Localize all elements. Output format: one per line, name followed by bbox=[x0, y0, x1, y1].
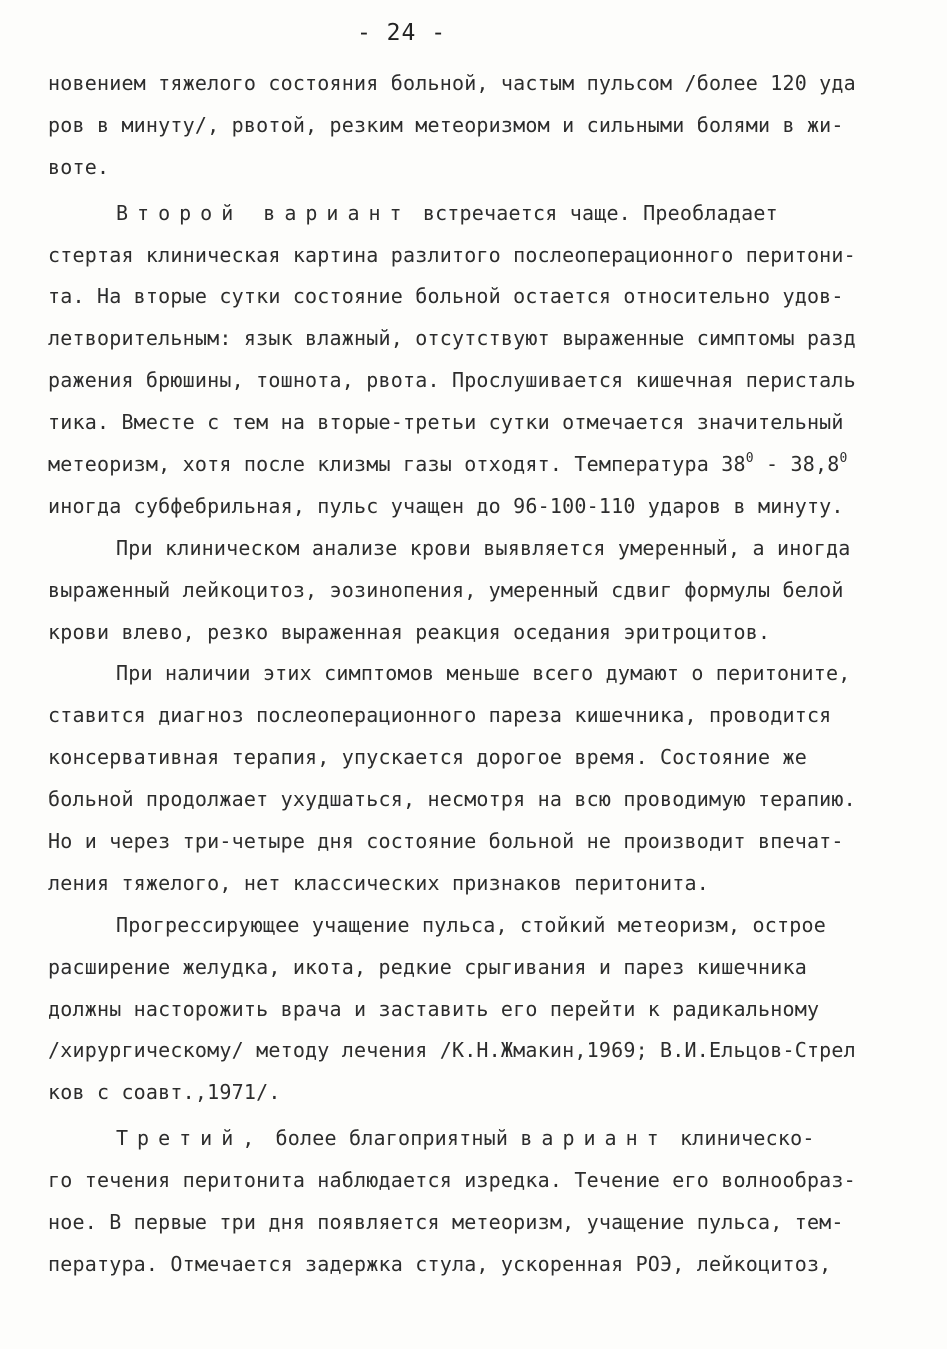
text-line: ставится диагноз послеоперационного пареза кишечника, проводится bbox=[48, 703, 832, 728]
text-line: /хирургическому/ методу лечения /К.Н.Жмакин,1969; В.И.Ельцов-Стрел bbox=[48, 1038, 856, 1063]
text-line: больной продолжает ухудшаться, несмотря на всю проводимую терапию. bbox=[48, 787, 856, 812]
paragraph-start-line bbox=[48, 1121, 908, 1163]
text-line: го течения перитонита наблюдается изредка. Течение его волнообраз- bbox=[48, 1168, 856, 1193]
text-line: воте. bbox=[48, 154, 110, 179]
emphasized-term: Второй вариант bbox=[116, 200, 411, 225]
text-line: стертая клиническая картина разлитого послеоперационного перитони- bbox=[48, 242, 856, 267]
degree-superscript: 0 bbox=[745, 451, 754, 467]
paragraph-start-line bbox=[48, 196, 908, 238]
text-line: крови влево, резко выраженная реакция оседания эритроцитов. bbox=[48, 619, 771, 644]
text-line: расширение желудка, икота, редкие срыгивания и парез кишечника bbox=[48, 954, 807, 979]
emphasized-term: Третий, bbox=[116, 1126, 264, 1151]
text-fragment: метеоризм, хотя после клизмы газы отходят. Температура 38 bbox=[48, 452, 746, 477]
text-line: летворительным: язык влажный, отсутствуют выраженные симптомы разд bbox=[48, 326, 856, 351]
text-line: выраженный лейкоцитоз, эозинопения, умеренный сдвиг формулы белой bbox=[48, 577, 844, 602]
text-fragment: встречается чаще. Преобладает bbox=[422, 200, 778, 225]
text-line: пература. Отмечается задержка стула, ускоренная РОЭ, лейкоцитоз, bbox=[48, 1251, 832, 1276]
degree-superscript: 0 bbox=[839, 451, 848, 467]
text-line: должны насторожить врача и заставить его перейти к радикальному bbox=[48, 996, 820, 1021]
text-line: консервативная терапия, упускается дорогое время. Состояние же bbox=[48, 745, 807, 770]
text-line: иногда субфебрильная, пульс учащен до 96-100-110 ударов в минуту. bbox=[48, 493, 844, 518]
text-line: тика. Вместе с тем на вторые-третьи сутки отмечается значительный bbox=[48, 410, 844, 435]
text-line: ления тяжелого, нет классических признаков перитонита. bbox=[48, 870, 710, 895]
text-line: ков с соавт.,1971/. bbox=[48, 1080, 281, 1105]
text-fragment: клиническо- bbox=[679, 1126, 815, 1151]
text-line: ров в минуту/, рвотой, резким метеоризмом и сильными болями в жи- bbox=[48, 112, 844, 137]
text-line: ное. В первые три дня появляется метеоризм, учащение пульса, тем- bbox=[48, 1210, 844, 1235]
text-fragment: более благоприятный bbox=[275, 1126, 509, 1151]
text-fragment: - 38,8 bbox=[753, 452, 840, 477]
body-text bbox=[48, 66, 908, 1289]
temperature-line bbox=[48, 447, 908, 489]
emphasized-term: вариант bbox=[520, 1126, 668, 1151]
text-line: Но и через три-четыре дня состояние больной не производит впечат- bbox=[48, 829, 844, 854]
text-line: ражения брюшины, тошнота, рвота. Прослушивается кишечная перисталь bbox=[48, 368, 856, 393]
paragraph-start-line: Прогрессирующее учащение пульса, стойкий метеоризм, острое bbox=[116, 912, 826, 937]
text-line: та. На вторые сутки состояние больной остается относительно удов- bbox=[48, 284, 844, 309]
paragraph-start-line: При клиническом анализе крови выявляется умеренный, а иногда bbox=[116, 535, 851, 560]
paragraph-start-line: При наличии этих симптомов меньше всего думают о перитоните, bbox=[116, 661, 851, 686]
page-number: - 24 - bbox=[356, 20, 447, 46]
text-line: новением тяжелого состояния больной, частым пульсом /более 120 уда bbox=[48, 71, 856, 95]
